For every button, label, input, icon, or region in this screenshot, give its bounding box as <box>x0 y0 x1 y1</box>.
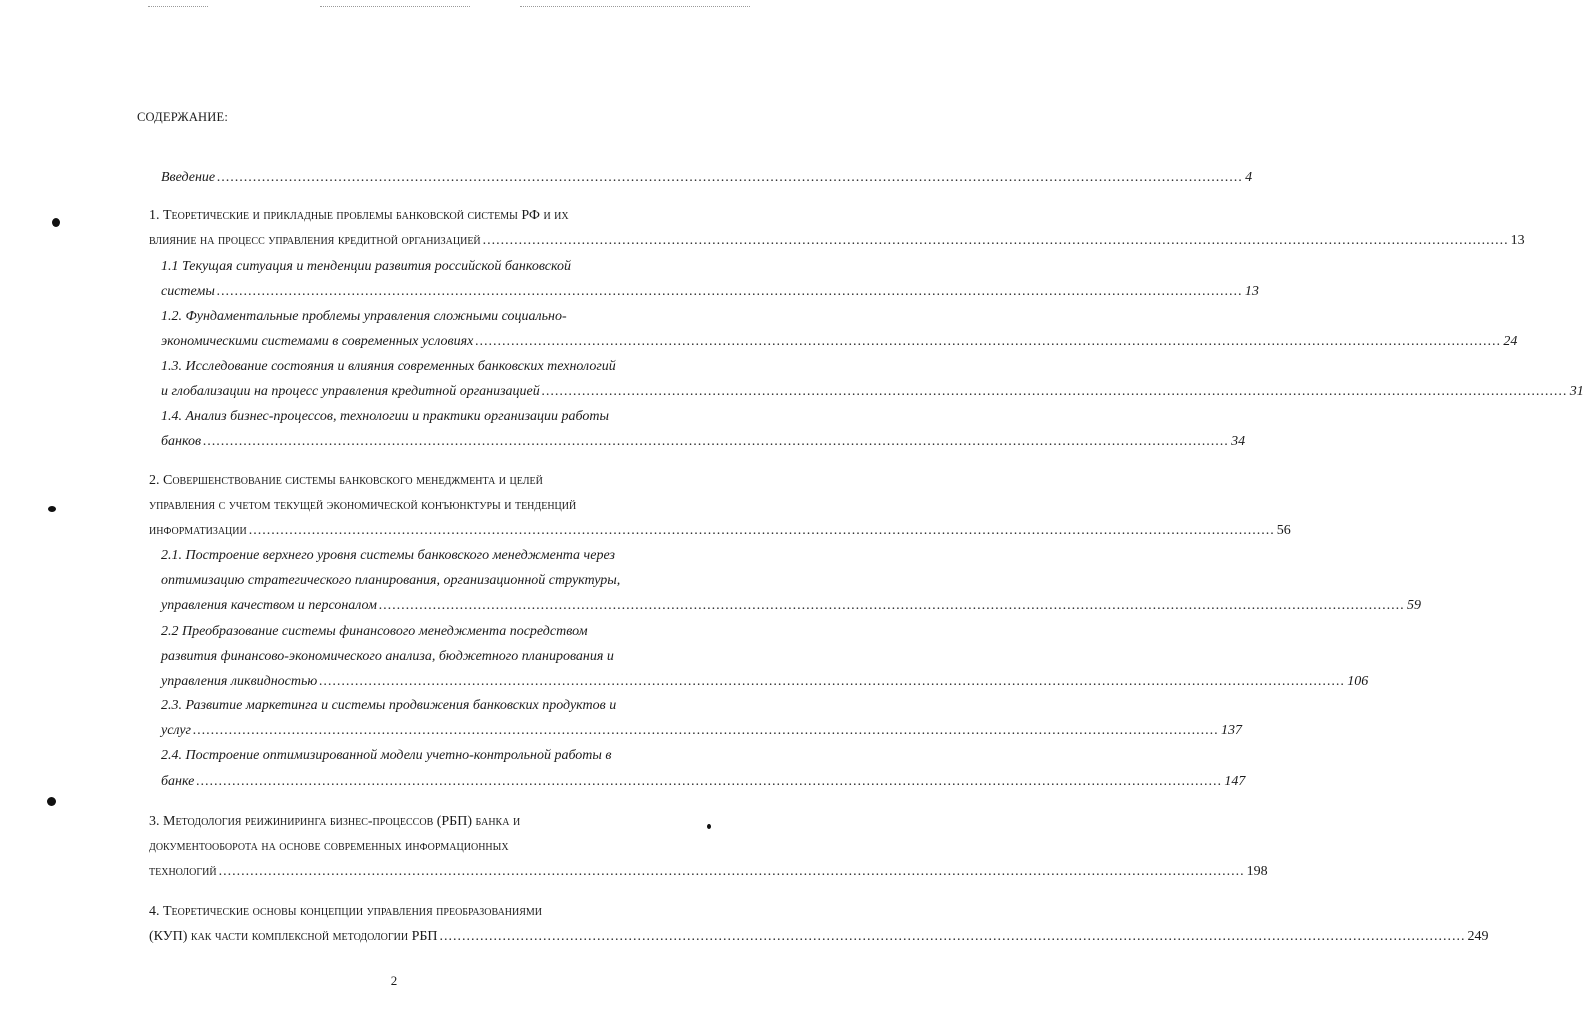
toc-entry-title: услуг <box>161 723 192 738</box>
dot-leader: .................................................................................................................................................................................................................................... <box>482 233 1509 248</box>
toc-entry-title: экономическими системами в современных условиях <box>161 334 474 349</box>
toc-entry-title: (КУП) как части комплексной методологии РБП <box>149 929 438 944</box>
toc-section-2-4-line[interactable]: 2.4. Построение оптимизированной модели учетно-контрольной работы в <box>161 748 612 763</box>
toc-entry-title: Введение <box>161 170 216 185</box>
toc-section-1-3[interactable] <box>161 384 1584 400</box>
toc-entry-intro[interactable] <box>161 170 1253 186</box>
toc-section-2-1-line[interactable]: оптимизацию стратегического планирования, организационной структуры, <box>161 573 621 588</box>
scan-speck <box>52 218 60 227</box>
toc-chapter-3-line[interactable]: документооборота на основе современных информационных <box>149 839 509 854</box>
toc-entry-title: управления ликвидностью <box>161 674 318 689</box>
toc-section-1-1[interactable] <box>161 284 1259 300</box>
dot-leader: .................................................................................................................................................................................................................................... <box>203 434 1230 449</box>
toc-chapter-3[interactable] <box>149 864 1268 880</box>
dot-leader: .................................................................................................................................................................................................................................... <box>541 384 1568 399</box>
scan-speck <box>47 797 56 806</box>
toc-section-2-1-line[interactable]: 2.1. Построение верхнего уровня системы банковского менеджмента через <box>161 548 615 563</box>
dot-leader: .................................................................................................................................................................................................................................... <box>248 523 1275 538</box>
toc-entry-title: банков <box>161 434 202 449</box>
toc-page-number: 34 <box>1231 434 1246 449</box>
toc-chapter-2-line[interactable]: управления с учетом текущей экономической конъюнктуры и тенденций <box>149 498 577 513</box>
toc-section-1-2-line[interactable]: 1.2. Фундаментальные проблемы управления сложными социально- <box>161 309 567 324</box>
dot-leader: .................................................................................................................................................................................................................................... <box>216 284 1243 299</box>
toc-page-number: 31 <box>1569 384 1584 399</box>
dot-leader: .................................................................................................................................................................................................................................... <box>475 334 1502 349</box>
toc-entry-title: информатизации <box>149 523 247 538</box>
toc-chapter-3-line[interactable]: 3. Методология реижиниринга бизнес-процессов (РБП) банка и <box>149 814 521 829</box>
toc-chapter-1[interactable] <box>149 233 1525 249</box>
toc-page-number: 13 <box>1510 233 1525 248</box>
toc-entry-title: управления качеством и персоналом <box>161 598 377 613</box>
scan-artifact <box>148 6 208 7</box>
toc-chapter-4-line[interactable]: 4. Теоретические основы концепции управления преобразованиями <box>149 904 543 919</box>
toc-page-number: 198 <box>1246 864 1268 879</box>
toc-section-2-1[interactable] <box>161 598 1421 614</box>
toc-entry-title: влияние на процесс управления кредитной организацией <box>149 233 481 248</box>
toc-page-number: 24 <box>1503 334 1518 349</box>
scan-artifact <box>320 6 470 7</box>
dot-leader: .................................................................................................................................................................................................................................... <box>193 723 1220 738</box>
toc-entry-title: и глобализации на процесс управления кредитной организацией <box>161 384 540 399</box>
dot-leader: .................................................................................................................................................................................................................................... <box>196 774 1223 789</box>
toc-chapter-4[interactable] <box>149 929 1489 945</box>
toc-page-number: 147 <box>1224 774 1246 789</box>
toc-section-2-2[interactable] <box>161 674 1369 690</box>
page-number: 2 <box>390 973 398 988</box>
toc-page-number: 106 <box>1347 674 1369 689</box>
toc-section-1-4[interactable] <box>161 434 1246 450</box>
toc-page-number: 137 <box>1221 723 1243 738</box>
toc-section-2-2-line[interactable]: 2.2 Преобразование системы финансового менеджмента посредством <box>161 624 588 639</box>
dot-leader: .................................................................................................................................................................................................................................... <box>378 598 1405 613</box>
toc-section-2-2-line[interactable]: развития финансово-экономического анализа, бюджетного планирования и <box>161 649 614 664</box>
dot-leader: .................................................................................................................................................................................................................................... <box>319 674 1346 689</box>
toc-page-number: 249 <box>1467 929 1489 944</box>
toc-section-1-1-line[interactable]: 1.1 Текущая ситуация и тенденции развития российской банковской <box>161 259 571 274</box>
toc-section-1-2[interactable] <box>161 334 1518 350</box>
dot-leader: .................................................................................................................................................................................................................................... <box>439 929 1466 944</box>
toc-section-2-3-line[interactable]: 2.3. Развитие маркетинга и системы продвижения банковских продуктов и <box>161 698 617 713</box>
toc-page-number: 56 <box>1276 523 1291 538</box>
toc-entry-title: технологий <box>149 864 217 879</box>
dot-leader: .................................................................................................................................................................................................................................... <box>218 864 1245 879</box>
toc-page-number: 59 <box>1406 598 1421 613</box>
toc-page-number: 13 <box>1244 284 1259 299</box>
toc-page-number: 4 <box>1245 170 1253 185</box>
toc-heading: СОДЕРЖАНИЕ: <box>137 110 229 124</box>
toc-entry-title: системы <box>161 284 215 299</box>
scan-speck <box>48 506 56 512</box>
toc-section-2-4[interactable] <box>161 774 1246 790</box>
toc-section-2-3[interactable] <box>161 723 1243 739</box>
toc-chapter-2[interactable] <box>149 523 1291 539</box>
toc-section-1-3-line[interactable]: 1.3. Исследование состояния и влияния современных банковских технологий <box>161 359 616 374</box>
toc-section-1-4-line[interactable]: 1.4. Анализ бизнес-процессов, технологии и практики организации работы <box>161 409 609 424</box>
scan-artifact <box>520 6 750 7</box>
toc-entry-title: банке <box>161 774 195 789</box>
scan-speck <box>707 824 711 829</box>
toc-chapter-2-line[interactable]: 2. Совершенствование системы банковского менеджмента и целей <box>149 473 543 488</box>
dot-leader: .................................................................................................................................................................................................................................... <box>217 170 1244 185</box>
toc-chapter-1-line[interactable]: 1. Теоретические и прикладные проблемы банковской системы РФ и их <box>149 208 569 223</box>
